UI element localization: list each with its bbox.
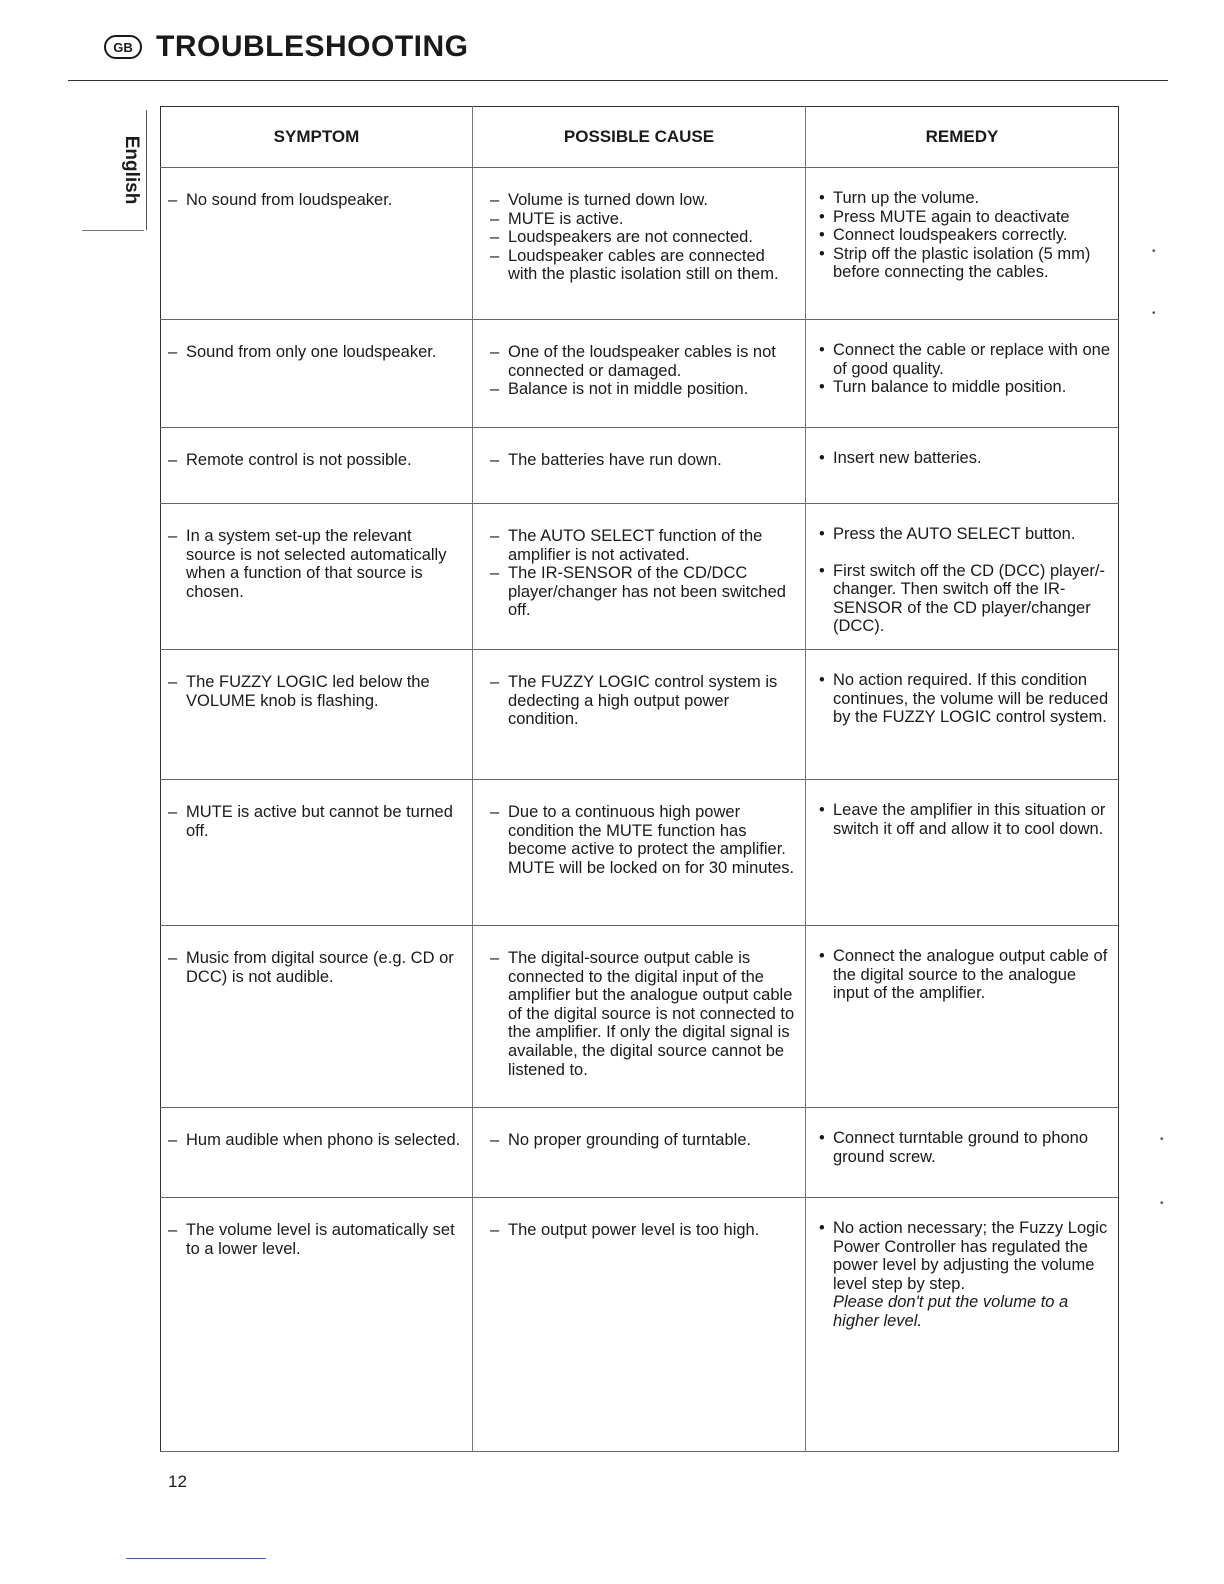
cause-item: – No proper grounding of turntable. <box>490 1131 798 1150</box>
table-row <box>161 1198 1119 1452</box>
remedy-item: • Press MUTE again to deactivate <box>819 208 1111 227</box>
symptom-cell <box>161 926 473 1108</box>
remedy-item <box>819 1219 1111 1331</box>
remedy-note: Please don't put the volume to a higher level. <box>833 1293 1069 1330</box>
cause-item: – MUTE is active. <box>490 210 798 229</box>
table-row <box>161 780 1119 926</box>
symptom-cell <box>161 504 473 650</box>
cause-cell <box>473 428 806 504</box>
symptom-item: – The FUZZY LOGIC led below the VOLUME knob is flashing. <box>168 673 465 710</box>
gb-language-badge: GB <box>104 35 142 59</box>
remedy-item: • No action required. If this condition continues, the volume will be reduced by the FUZZY LOGIC control system. <box>819 671 1111 727</box>
table-row <box>161 168 1119 320</box>
symptom-item: – Remote control is not possible. <box>168 451 465 470</box>
symptom-cell <box>161 1198 473 1452</box>
symptom-item: – In a system set-up the relevant source is not selected automatically when a function of that source is chosen. <box>168 527 465 601</box>
remedy-cell <box>806 1108 1119 1198</box>
cause-item: – One of the loudspeaker cables is not connected or damaged. <box>490 343 798 380</box>
remedy-item: • Turn up the volume. <box>819 189 1111 208</box>
table-row <box>161 320 1119 428</box>
remedy-item: • Press the AUTO SELECT button. <box>819 525 1111 544</box>
remedy-item: • Turn balance to middle position. <box>819 378 1111 397</box>
cause-item: – The output power level is too high. <box>490 1221 798 1240</box>
symptom-item: – The volume level is automatically set to a lower level. <box>168 1221 465 1258</box>
cause-item: – Balance is not in middle position. <box>490 380 798 399</box>
table-row <box>161 926 1119 1108</box>
remedy-item: • Leave the amplifier in this situation or switch it off and allow it to cool down. <box>819 801 1111 838</box>
cause-cell <box>473 320 806 428</box>
cause-cell <box>473 1198 806 1452</box>
page-number: 12 <box>168 1472 187 1491</box>
remedy-item: • Connect the cable or replace with one of good quality. <box>819 341 1111 378</box>
symptom-cell <box>161 428 473 504</box>
remedy-cell <box>806 650 1119 780</box>
remedy-cell <box>806 780 1119 926</box>
cause-item: – Loudspeakers are not connected. <box>490 228 798 247</box>
cause-cell <box>473 650 806 780</box>
remedy-text: No action necessary; the Fuzzy Logic Power Controller has regulated the power level by adjusting the volume level step by step. <box>833 1219 1108 1293</box>
language-side-tab <box>116 110 147 230</box>
remedy-item: • Insert new batteries. <box>819 449 1111 468</box>
table-row <box>161 650 1119 780</box>
language-label: English <box>121 135 142 205</box>
table-row <box>161 1108 1119 1198</box>
cause-cell <box>473 504 806 650</box>
cause-item: – Loudspeaker cables are connected with the plastic isolation still on them. <box>490 247 798 284</box>
table-row <box>161 504 1119 650</box>
bottom-rule <box>126 1558 266 1559</box>
header-symptom: SYMPTOM <box>161 107 473 168</box>
cause-item: – Due to a continuous high power condition the MUTE function has become active to protect the amplifier. MUTE will be locked on for 30 minutes. <box>490 803 798 877</box>
cause-cell <box>473 1108 806 1198</box>
margin-mark: • <box>1152 246 1156 257</box>
cause-cell <box>473 168 806 320</box>
side-tab-divider <box>82 230 144 231</box>
cause-cell <box>473 926 806 1108</box>
symptom-item: – MUTE is active but cannot be turned off. <box>168 803 465 840</box>
margin-mark: • <box>1152 308 1156 319</box>
remedy-cell <box>806 926 1119 1108</box>
margin-mark: • <box>1160 1134 1164 1145</box>
cause-item: – Volume is turned down low. <box>490 191 798 210</box>
remedy-cell <box>806 168 1119 320</box>
cause-item: – The FUZZY LOGIC control system is dedecting a high output power condition. <box>490 673 798 729</box>
symptom-cell <box>161 780 473 926</box>
symptom-item: – No sound from loudspeaker. <box>168 191 465 210</box>
page-header <box>104 30 469 64</box>
remedy-cell <box>806 504 1119 650</box>
cause-item: – The IR-SENSOR of the CD/DCC player/changer has not been switched off. <box>490 564 798 620</box>
table-row <box>161 428 1119 504</box>
header-divider <box>68 80 1168 81</box>
symptom-cell <box>161 650 473 780</box>
remedy-item: • Connect loudspeakers correctly. <box>819 226 1111 245</box>
remedy-cell <box>806 1198 1119 1452</box>
symptom-cell <box>161 168 473 320</box>
cause-item: – The digital-source output cable is connected to the digital input of the amplifier but the analogue output cable of the digital source is not connected to the amplifier. If only the digital signal is available, the digital source cannot be listened to. <box>490 949 798 1079</box>
table-header-row <box>161 107 1119 168</box>
symptom-item: – Sound from only one loudspeaker. <box>168 343 465 362</box>
header-remedy: REMEDY <box>806 107 1119 168</box>
cause-item: – The batteries have run down. <box>490 451 798 470</box>
symptom-cell <box>161 320 473 428</box>
remedy-cell <box>806 428 1119 504</box>
remedy-item: • Strip off the plastic isolation (5 mm) before connecting the cables. <box>819 245 1111 282</box>
cause-cell <box>473 780 806 926</box>
margin-mark: • <box>1160 1198 1164 1209</box>
remedy-item: • Connect the analogue output cable of the digital source to the analogue input of the amplifier. <box>819 947 1111 1003</box>
troubleshooting-table <box>160 106 1119 1452</box>
symptom-cell <box>161 1108 473 1198</box>
symptom-item: – Music from digital source (e.g. CD or DCC) is not audible. <box>168 949 465 986</box>
page-title: TROUBLESHOOTING <box>156 30 469 63</box>
symptom-item: – Hum audible when phono is selected. <box>168 1131 465 1150</box>
remedy-item: • First switch off the CD (DCC) player/-changer. Then switch off the IR-SENSOR of the CD player/changer (DCC). <box>819 562 1111 636</box>
header-possible-cause: POSSIBLE CAUSE <box>473 107 806 168</box>
remedy-item: • Connect turntable ground to phono ground screw. <box>819 1129 1111 1166</box>
remedy-cell <box>806 320 1119 428</box>
cause-item: – The AUTO SELECT function of the amplifier is not activated. <box>490 527 798 564</box>
